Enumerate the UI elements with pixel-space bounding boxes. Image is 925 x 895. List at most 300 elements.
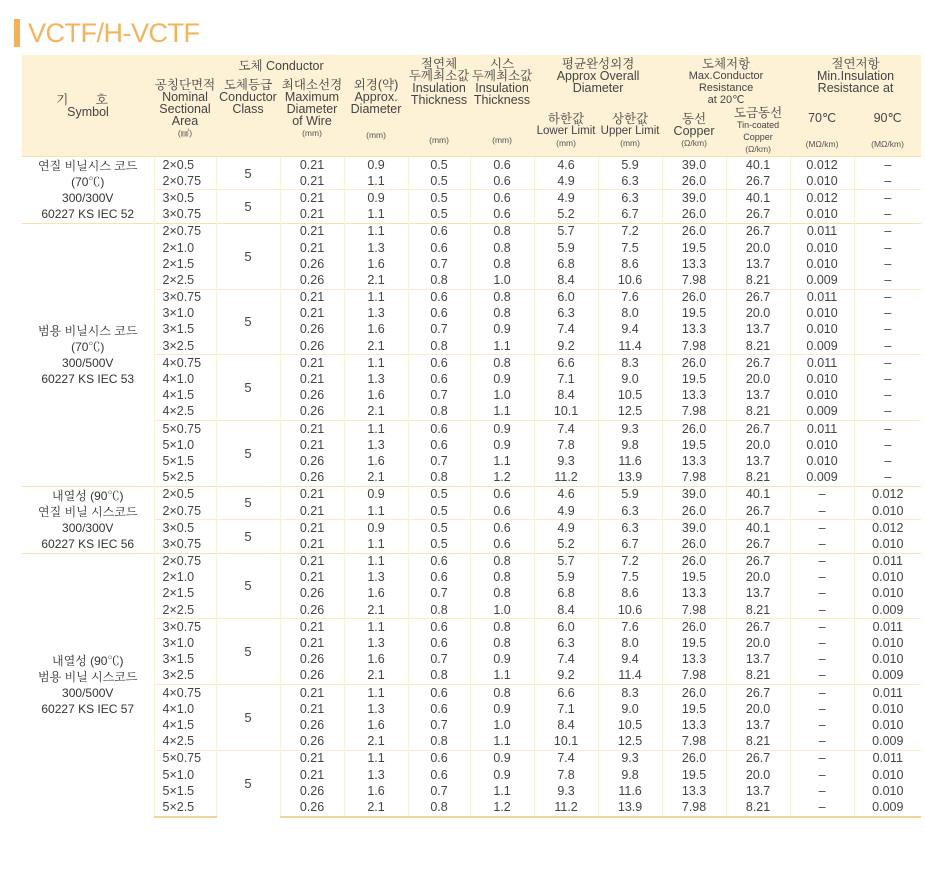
header-approx-diameter: 외경(약) Approx. Diameter (mm) xyxy=(344,77,408,157)
approx-dia-cell: 1.6 xyxy=(344,453,408,469)
sheath-thickness-cell: 1.2 xyxy=(470,470,534,487)
lower-limit-cell: 6.0 xyxy=(534,289,598,306)
insulation-res-70c-cell: 0.010 xyxy=(790,173,854,190)
upper-limit-cell: 9.3 xyxy=(598,421,662,438)
upper-limit-cell: 6.3 xyxy=(598,503,662,520)
copper-resistance-cell: 26.0 xyxy=(662,619,726,636)
insulation-res-70c-cell: 0.012 xyxy=(790,190,854,207)
symbol-line: 연질 비닐시스 코드(70℃) xyxy=(38,158,138,189)
table-row xyxy=(22,783,921,799)
insulation-thickness-cell: 0.8 xyxy=(408,404,470,421)
header-upper-limit: 상한값 Upper Limit (mm) xyxy=(598,106,662,157)
symbol-line: 300/300V xyxy=(62,190,114,205)
nominal-area-cell: 5×1.0 xyxy=(154,767,216,783)
lower-limit-cell: 5.9 xyxy=(534,240,598,256)
copper-resistance-cell: 13.3 xyxy=(662,453,726,469)
table-row xyxy=(22,338,921,355)
nominal-area-cell: 4×1.0 xyxy=(154,371,216,387)
insulation-res-70c-cell: – xyxy=(790,503,854,520)
insulation-res-70c-cell: – xyxy=(790,570,854,586)
table-row xyxy=(22,553,921,570)
sheath-thickness-cell: 0.9 xyxy=(470,652,534,668)
tin-copper-resistance-cell: 40.1 xyxy=(726,157,790,174)
header-conductor-resistance: 도체저항 Max.Conductor Resistance at 20℃ xyxy=(662,55,790,106)
max-wire-dia-cell: 0.26 xyxy=(280,652,344,668)
insulation-res-90c-cell: 0.010 xyxy=(854,503,921,520)
max-wire-dia-cell: 0.26 xyxy=(280,322,344,338)
insulation-thickness-cell: 0.6 xyxy=(408,685,470,702)
upper-limit-cell: 8.6 xyxy=(598,586,662,602)
insulation-res-70c-cell: – xyxy=(790,701,854,717)
lower-limit-cell: 9.3 xyxy=(534,783,598,799)
sheath-thickness-cell: 0.8 xyxy=(470,289,534,306)
nominal-area-cell: 3×0.75 xyxy=(154,289,216,306)
table-row xyxy=(22,207,921,224)
approx-dia-cell: 1.1 xyxy=(344,536,408,553)
nominal-area-cell: 3×0.5 xyxy=(154,520,216,537)
max-wire-dia-cell: 0.21 xyxy=(280,371,344,387)
insulation-res-90c-cell: 0.010 xyxy=(854,652,921,668)
sheath-thickness-cell: 1.1 xyxy=(470,783,534,799)
lower-limit-cell: 10.1 xyxy=(534,404,598,421)
conductor-class-cell: 5 xyxy=(216,486,280,519)
nominal-area-cell: 3×2.5 xyxy=(154,668,216,685)
tin-copper-resistance-cell: 20.0 xyxy=(726,240,790,256)
tin-copper-resistance-cell: 20.0 xyxy=(726,371,790,387)
approx-dia-cell: 1.1 xyxy=(344,685,408,702)
insulation-res-70c-cell: – xyxy=(790,536,854,553)
tin-copper-resistance-cell: 13.7 xyxy=(726,322,790,338)
copper-resistance-cell: 26.0 xyxy=(662,223,726,240)
max-wire-dia-cell: 0.26 xyxy=(280,388,344,404)
table-row xyxy=(22,734,921,751)
table-row xyxy=(22,190,921,207)
symbol-line: 내열성 (90℃) xyxy=(52,654,124,668)
insulation-res-70c-cell: – xyxy=(790,652,854,668)
sheath-thickness-cell: 0.8 xyxy=(470,256,534,272)
approx-dia-cell: 1.6 xyxy=(344,388,408,404)
insulation-res-90c-cell: 0.010 xyxy=(854,701,921,717)
lower-limit-cell: 7.4 xyxy=(534,322,598,338)
copper-resistance-cell: 7.98 xyxy=(662,799,726,816)
insulation-res-90c-cell: 0.010 xyxy=(854,570,921,586)
tin-copper-resistance-cell: 20.0 xyxy=(726,701,790,717)
insulation-res-90c-cell: 0.010 xyxy=(854,767,921,783)
copper-resistance-cell: 7.98 xyxy=(662,272,726,289)
upper-limit-cell: 8.6 xyxy=(598,256,662,272)
upper-limit-cell: 11.6 xyxy=(598,453,662,469)
copper-resistance-cell: 7.98 xyxy=(662,602,726,619)
insulation-thickness-cell: 0.6 xyxy=(408,421,470,438)
sheath-thickness-cell: 1.1 xyxy=(470,734,534,751)
sheath-thickness-cell: 0.8 xyxy=(470,553,534,570)
max-wire-dia-cell: 0.26 xyxy=(280,256,344,272)
max-wire-dia-cell: 0.26 xyxy=(280,668,344,685)
lower-limit-cell: 6.0 xyxy=(534,619,598,636)
nominal-area-cell: 2×0.5 xyxy=(154,486,216,503)
sheath-thickness-cell: 0.9 xyxy=(470,421,534,438)
header-symbol: 기 호 Symbol xyxy=(22,55,154,157)
copper-resistance-cell: 7.98 xyxy=(662,470,726,487)
conductor-class-cell: 5 xyxy=(216,223,280,289)
table-row xyxy=(22,586,921,602)
sheath-thickness-cell: 0.8 xyxy=(470,570,534,586)
insulation-res-70c-cell: 0.010 xyxy=(790,371,854,387)
insulation-thickness-cell: 0.5 xyxy=(408,190,470,207)
copper-resistance-cell: 7.98 xyxy=(662,734,726,751)
lower-limit-cell: 7.1 xyxy=(534,371,598,387)
lower-limit-cell: 8.4 xyxy=(534,717,598,733)
nominal-area-cell: 2×2.5 xyxy=(154,272,216,289)
insulation-thickness-cell: 0.7 xyxy=(408,652,470,668)
max-wire-dia-cell: 0.21 xyxy=(280,553,344,570)
table-row xyxy=(22,767,921,783)
approx-dia-cell: 1.3 xyxy=(344,767,408,783)
copper-resistance-cell: 13.3 xyxy=(662,388,726,404)
lower-limit-cell: 4.9 xyxy=(534,520,598,537)
lower-limit-cell: 11.2 xyxy=(534,799,598,816)
tin-copper-resistance-cell: 13.7 xyxy=(726,256,790,272)
insulation-thickness-cell: 0.5 xyxy=(408,157,470,174)
nominal-area-cell: 2×1.5 xyxy=(154,256,216,272)
copper-resistance-cell: 26.0 xyxy=(662,503,726,520)
table-row xyxy=(22,602,921,619)
approx-dia-cell: 2.1 xyxy=(344,338,408,355)
tin-copper-resistance-cell: 26.7 xyxy=(726,685,790,702)
insulation-res-90c-cell: 0.010 xyxy=(854,586,921,602)
tin-copper-resistance-cell: 26.7 xyxy=(726,536,790,553)
insulation-res-90c-cell: 0.009 xyxy=(854,668,921,685)
upper-limit-cell: 6.3 xyxy=(598,520,662,537)
nominal-area-cell: 5×1.0 xyxy=(154,437,216,453)
symbol-line: 300/300V xyxy=(62,520,114,535)
sheath-thickness-cell: 0.9 xyxy=(470,322,534,338)
insulation-res-70c-cell: 0.010 xyxy=(790,240,854,256)
lower-limit-cell: 8.4 xyxy=(534,272,598,289)
lower-limit-cell: 7.8 xyxy=(534,767,598,783)
max-wire-dia-cell: 0.26 xyxy=(280,717,344,733)
copper-resistance-cell: 26.0 xyxy=(662,536,726,553)
insulation-res-70c-cell: 0.011 xyxy=(790,223,854,240)
symbol-line: 300/500V xyxy=(62,355,114,370)
title-accent-bar xyxy=(14,19,20,47)
insulation-res-90c-cell: 0.010 xyxy=(854,635,921,651)
copper-resistance-cell: 13.3 xyxy=(662,652,726,668)
insulation-res-90c-cell: 0.010 xyxy=(854,536,921,553)
header-insulation-resistance: 절연저항 Min.Insulation Resistance at xyxy=(790,55,921,106)
max-wire-dia-cell: 0.21 xyxy=(280,635,344,651)
insulation-res-90c-cell: 0.011 xyxy=(854,553,921,570)
upper-limit-cell: 7.2 xyxy=(598,223,662,240)
nominal-area-cell: 4×0.75 xyxy=(154,355,216,372)
insulation-thickness-cell: 0.6 xyxy=(408,371,470,387)
insulation-res-90c-cell: – xyxy=(854,371,921,387)
table-row xyxy=(22,437,921,453)
upper-limit-cell: 6.3 xyxy=(598,190,662,207)
tin-copper-resistance-cell: 40.1 xyxy=(726,486,790,503)
sheath-thickness-cell: 0.6 xyxy=(470,503,534,520)
nominal-area-cell: 3×0.75 xyxy=(154,207,216,224)
max-wire-dia-cell: 0.26 xyxy=(280,799,344,816)
insulation-res-70c-cell: – xyxy=(790,750,854,767)
sheath-thickness-cell: 0.6 xyxy=(470,173,534,190)
lower-limit-cell: 4.6 xyxy=(534,486,598,503)
insulation-res-70c-cell: 0.010 xyxy=(790,256,854,272)
table-row xyxy=(22,371,921,387)
nominal-area-cell: 5×2.5 xyxy=(154,470,216,487)
lower-limit-cell: 8.4 xyxy=(534,388,598,404)
copper-resistance-cell: 39.0 xyxy=(662,486,726,503)
tin-copper-resistance-cell: 8.21 xyxy=(726,338,790,355)
lower-limit-cell: 8.4 xyxy=(534,602,598,619)
insulation-thickness-cell: 0.5 xyxy=(408,173,470,190)
header-70c: 70℃ (MΩ/km) xyxy=(790,106,854,157)
tin-copper-resistance-cell: 20.0 xyxy=(726,767,790,783)
insulation-res-70c-cell: 0.009 xyxy=(790,404,854,421)
max-wire-dia-cell: 0.21 xyxy=(280,173,344,190)
header-conductor: 도체 Conductor xyxy=(154,55,408,77)
lower-limit-cell: 6.3 xyxy=(534,635,598,651)
insulation-res-70c-cell: 0.010 xyxy=(790,388,854,404)
sheath-thickness-cell: 1.1 xyxy=(470,338,534,355)
copper-resistance-cell: 19.5 xyxy=(662,306,726,322)
sheath-thickness-cell: 1.1 xyxy=(470,668,534,685)
insulation-thickness-cell: 0.6 xyxy=(408,767,470,783)
upper-limit-cell: 6.3 xyxy=(598,173,662,190)
conductor-class-cell: 5 xyxy=(216,553,280,619)
insulation-res-70c-cell: 0.009 xyxy=(790,272,854,289)
nominal-area-cell: 2×0.75 xyxy=(154,173,216,190)
sheath-thickness-cell: 0.6 xyxy=(470,536,534,553)
insulation-res-90c-cell: – xyxy=(854,355,921,372)
lower-limit-cell: 9.3 xyxy=(534,453,598,469)
nominal-area-cell: 3×1.5 xyxy=(154,652,216,668)
table-row xyxy=(22,256,921,272)
upper-limit-cell: 9.4 xyxy=(598,322,662,338)
approx-dia-cell: 1.3 xyxy=(344,306,408,322)
insulation-res-90c-cell: – xyxy=(854,306,921,322)
upper-limit-cell: 9.4 xyxy=(598,652,662,668)
upper-limit-cell: 12.5 xyxy=(598,404,662,421)
tin-copper-resistance-cell: 8.21 xyxy=(726,272,790,289)
insulation-res-90c-cell: 0.009 xyxy=(854,799,921,816)
insulation-res-90c-cell: – xyxy=(854,223,921,240)
lower-limit-cell: 10.1 xyxy=(534,734,598,751)
upper-limit-cell: 7.5 xyxy=(598,240,662,256)
max-wire-dia-cell: 0.21 xyxy=(280,685,344,702)
insulation-res-70c-cell: – xyxy=(790,602,854,619)
approx-dia-cell: 1.6 xyxy=(344,652,408,668)
table-row xyxy=(22,322,921,338)
nominal-area-cell: 4×1.5 xyxy=(154,717,216,733)
nominal-area-cell: 5×1.5 xyxy=(154,783,216,799)
sheath-thickness-cell: 0.8 xyxy=(470,619,534,636)
upper-limit-cell: 8.3 xyxy=(598,685,662,702)
insulation-res-90c-cell: 0.009 xyxy=(854,602,921,619)
upper-limit-cell: 8.0 xyxy=(598,635,662,651)
insulation-res-90c-cell: – xyxy=(854,470,921,487)
insulation-res-70c-cell: – xyxy=(790,734,854,751)
table-body xyxy=(22,157,921,817)
conductor-class-cell: 5 xyxy=(216,190,280,223)
table-row xyxy=(22,799,921,816)
lower-limit-cell: 4.9 xyxy=(534,173,598,190)
header-max-wire-diameter: 최대소선경 Maximum Diameter of Wire (mm) xyxy=(280,77,344,157)
sheath-thickness-cell: 0.9 xyxy=(470,371,534,387)
sheath-thickness-cell: 0.6 xyxy=(470,520,534,537)
copper-resistance-cell: 39.0 xyxy=(662,190,726,207)
table-row xyxy=(22,520,921,537)
tin-copper-resistance-cell: 26.7 xyxy=(726,503,790,520)
insulation-thickness-cell: 0.5 xyxy=(408,536,470,553)
lower-limit-cell: 11.2 xyxy=(534,470,598,487)
header-conductor-class: 도체등급 Conductor Class xyxy=(216,77,280,157)
conductor-class-cell: 5 xyxy=(216,520,280,553)
nominal-area-cell: 5×0.75 xyxy=(154,421,216,438)
cable-spec-table xyxy=(22,55,921,818)
insulation-res-90c-cell: 0.010 xyxy=(854,717,921,733)
insulation-res-70c-cell: – xyxy=(790,486,854,503)
insulation-thickness-cell: 0.6 xyxy=(408,240,470,256)
lower-limit-cell: 7.4 xyxy=(534,652,598,668)
table-row xyxy=(22,289,921,306)
max-wire-dia-cell: 0.26 xyxy=(280,453,344,469)
insulation-thickness-cell: 0.6 xyxy=(408,553,470,570)
insulation-res-70c-cell: 0.009 xyxy=(790,470,854,487)
nominal-area-cell: 4×0.75 xyxy=(154,685,216,702)
insulation-thickness-cell: 0.7 xyxy=(408,322,470,338)
nominal-area-cell: 4×2.5 xyxy=(154,404,216,421)
tin-copper-resistance-cell: 20.0 xyxy=(726,306,790,322)
header-insulation-thickness: 절연체 두께최소값 Insulation Thickness (mm) xyxy=(408,55,470,157)
table-row xyxy=(22,404,921,421)
insulation-res-90c-cell: – xyxy=(854,240,921,256)
nominal-area-cell: 4×2.5 xyxy=(154,734,216,751)
insulation-thickness-cell: 0.8 xyxy=(408,734,470,751)
insulation-res-70c-cell: 0.011 xyxy=(790,289,854,306)
approx-dia-cell: 1.6 xyxy=(344,586,408,602)
insulation-res-70c-cell: – xyxy=(790,520,854,537)
insulation-thickness-cell: 0.5 xyxy=(408,503,470,520)
insulation-res-90c-cell: – xyxy=(854,207,921,224)
insulation-thickness-cell: 0.8 xyxy=(408,470,470,487)
lower-limit-cell: 4.6 xyxy=(534,157,598,174)
tin-copper-resistance-cell: 26.7 xyxy=(726,223,790,240)
insulation-thickness-cell: 0.6 xyxy=(408,750,470,767)
symbol-cell xyxy=(22,486,154,553)
nominal-area-cell: 3×0.75 xyxy=(154,536,216,553)
max-wire-dia-cell: 0.21 xyxy=(280,701,344,717)
insulation-res-90c-cell: – xyxy=(854,322,921,338)
approx-dia-cell: 1.6 xyxy=(344,322,408,338)
table-row xyxy=(22,240,921,256)
table-row xyxy=(22,668,921,685)
max-wire-dia-cell: 0.21 xyxy=(280,207,344,224)
tin-copper-resistance-cell: 40.1 xyxy=(726,520,790,537)
insulation-res-70c-cell: 0.011 xyxy=(790,421,854,438)
header-copper: 동선 Copper (Ω/km) xyxy=(662,106,726,157)
nominal-area-cell: 3×0.5 xyxy=(154,190,216,207)
conductor-class-cell: 5 xyxy=(216,685,280,751)
lower-limit-cell: 6.6 xyxy=(534,355,598,372)
nominal-area-cell: 5×1.5 xyxy=(154,453,216,469)
copper-resistance-cell: 13.3 xyxy=(662,256,726,272)
insulation-res-90c-cell: – xyxy=(854,256,921,272)
insulation-thickness-cell: 0.6 xyxy=(408,635,470,651)
insulation-thickness-cell: 0.7 xyxy=(408,783,470,799)
insulation-thickness-cell: 0.8 xyxy=(408,799,470,816)
max-wire-dia-cell: 0.26 xyxy=(280,338,344,355)
header-overall-diameter: 평균완성외경 Approx Overall Diameter xyxy=(534,55,662,106)
symbol-line: 60227 KS IEC 56 xyxy=(41,536,135,551)
max-wire-dia-cell: 0.26 xyxy=(280,734,344,751)
copper-resistance-cell: 26.0 xyxy=(662,173,726,190)
sheath-thickness-cell: 1.0 xyxy=(470,602,534,619)
insulation-res-90c-cell: – xyxy=(854,289,921,306)
copper-resistance-cell: 19.5 xyxy=(662,240,726,256)
copper-resistance-cell: 13.3 xyxy=(662,586,726,602)
symbol-line: 300/500V xyxy=(62,686,114,700)
upper-limit-cell: 7.5 xyxy=(598,570,662,586)
upper-limit-cell: 7.2 xyxy=(598,553,662,570)
insulation-res-70c-cell: – xyxy=(790,635,854,651)
nominal-area-cell: 3×1.0 xyxy=(154,635,216,651)
max-wire-dia-cell: 0.21 xyxy=(280,437,344,453)
symbol-line: 범용 비닐 시스코드 xyxy=(38,670,138,684)
insulation-res-70c-cell: 0.010 xyxy=(790,437,854,453)
insulation-thickness-cell: 0.7 xyxy=(408,256,470,272)
nominal-area-cell: 2×0.75 xyxy=(154,503,216,520)
approx-dia-cell: 2.1 xyxy=(344,470,408,487)
approx-dia-cell: 1.1 xyxy=(344,619,408,636)
approx-dia-cell: 1.1 xyxy=(344,355,408,372)
insulation-res-90c-cell: – xyxy=(854,173,921,190)
sheath-thickness-cell: 0.8 xyxy=(470,240,534,256)
max-wire-dia-cell: 0.21 xyxy=(280,486,344,503)
insulation-thickness-cell: 0.6 xyxy=(408,289,470,306)
tin-copper-resistance-cell: 8.21 xyxy=(726,799,790,816)
insulation-thickness-cell: 0.7 xyxy=(408,717,470,733)
tin-copper-resistance-cell: 13.7 xyxy=(726,717,790,733)
copper-resistance-cell: 26.0 xyxy=(662,553,726,570)
approx-dia-cell: 1.3 xyxy=(344,437,408,453)
copper-resistance-cell: 13.3 xyxy=(662,783,726,799)
conductor-class-cell: 5 xyxy=(216,421,280,487)
insulation-res-70c-cell: – xyxy=(790,668,854,685)
tin-copper-resistance-cell: 13.7 xyxy=(726,453,790,469)
tin-copper-resistance-cell: 8.21 xyxy=(726,734,790,751)
approx-dia-cell: 1.1 xyxy=(344,750,408,767)
tin-copper-resistance-cell: 8.21 xyxy=(726,470,790,487)
symbol-cell xyxy=(22,223,154,486)
insulation-thickness-cell: 0.8 xyxy=(408,668,470,685)
nominal-area-cell: 4×1.0 xyxy=(154,701,216,717)
max-wire-dia-cell: 0.21 xyxy=(280,503,344,520)
max-wire-dia-cell: 0.21 xyxy=(280,223,344,240)
max-wire-dia-cell: 0.21 xyxy=(280,421,344,438)
symbol-line: 60227 KS IEC 53 xyxy=(41,371,135,386)
sheath-thickness-cell: 0.8 xyxy=(470,635,534,651)
insulation-thickness-cell: 0.7 xyxy=(408,388,470,404)
table-row xyxy=(22,388,921,404)
table-row xyxy=(22,272,921,289)
lower-limit-cell: 6.8 xyxy=(534,586,598,602)
insulation-res-70c-cell: – xyxy=(790,717,854,733)
lower-limit-cell: 9.2 xyxy=(534,338,598,355)
table-header xyxy=(22,55,921,157)
sheath-thickness-cell: 0.9 xyxy=(470,767,534,783)
insulation-res-70c-cell: 0.012 xyxy=(790,157,854,174)
